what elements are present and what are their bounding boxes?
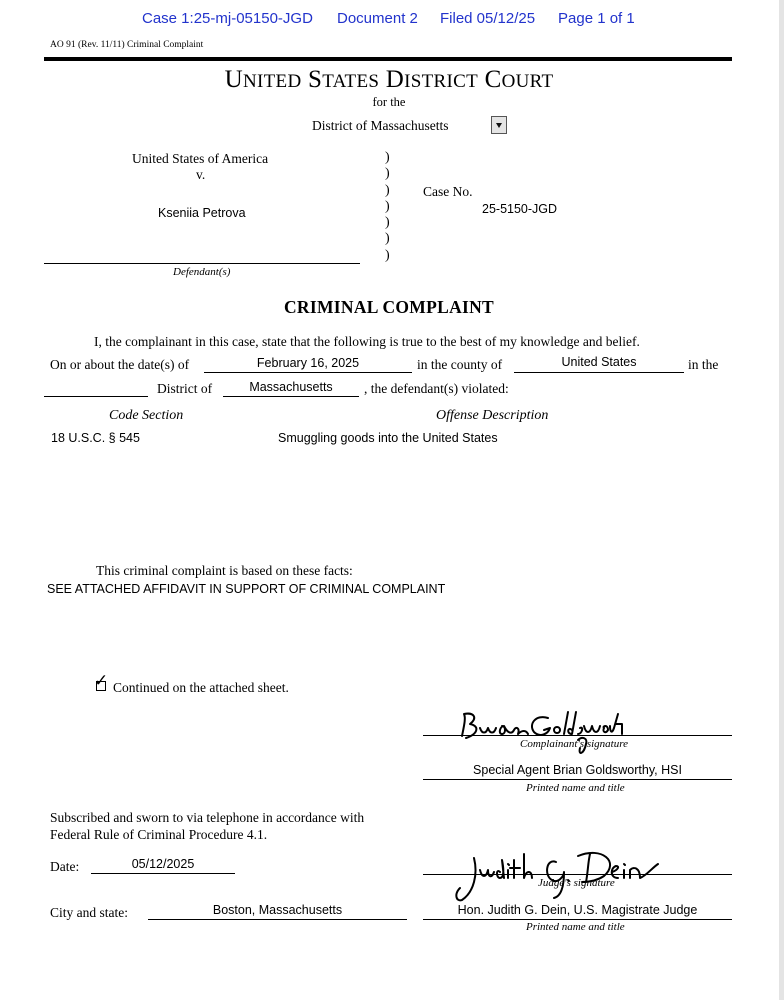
offense-description-header: Offense Description: [436, 408, 549, 423]
county-underline: [514, 372, 684, 373]
plaintiff-name: United States of America: [132, 151, 269, 166]
defendant-underline: [44, 263, 360, 264]
facts-field[interactable]: SEE ATTACHED AFFIDAVIT IN SUPPORT OF CRIMINAL COMPLAINT: [47, 582, 446, 596]
complaint-title: CRIMINAL COMPLAINT: [283, 297, 495, 317]
code-section-field[interactable]: 18 U.S.C. § 545: [51, 431, 140, 445]
complainant-name-field[interactable]: Special Agent Brian Goldsworthy, HSI: [473, 763, 682, 777]
county-field[interactable]: United States: [561, 355, 637, 369]
district-dropdown-button[interactable]: [491, 116, 507, 134]
in-county-of-label: in the county of: [417, 357, 503, 372]
case-number-stamp: Case 1:25-mj-05150-JGD: [142, 10, 313, 27]
document-number-stamp: Document 2: [337, 10, 418, 27]
top-rule: [44, 57, 732, 61]
case-no-label: Case No.: [423, 184, 473, 199]
continued-checkbox[interactable]: [96, 681, 106, 691]
versus-label: v.: [196, 167, 206, 182]
court-title: UNITED STATES DISTRICT COURT: [224, 66, 554, 93]
judge-signature-label: Judge's signature: [538, 877, 615, 889]
oath-line-2: Federal Rule of Criminal Procedure 4.1.: [50, 827, 268, 842]
complainant-signature-label: Complainant's signature: [520, 738, 628, 750]
judge-signature-line: [423, 874, 732, 875]
continued-label: Continued on the attached sheet.: [113, 680, 289, 695]
for-the-label: for the: [372, 95, 406, 109]
offense-description-field[interactable]: Smuggling goods into the United States: [278, 431, 498, 445]
complainant-signature: [456, 704, 632, 762]
judge-name-field[interactable]: Hon. Judith G. Dein, U.S. Magistrate Judge: [457, 903, 698, 917]
district-select-value[interactable]: District of Massachusetts: [312, 118, 449, 133]
page-count-stamp: Page 1 of 1: [558, 10, 635, 27]
sworn-date-field[interactable]: 05/12/2025: [131, 857, 195, 871]
defendant-label: Defendant(s): [173, 266, 231, 278]
checkmark-icon: ✓: [94, 671, 109, 690]
district-blank-underline: [44, 396, 148, 397]
page-scrollbar[interactable]: [779, 0, 784, 1000]
judge-name-label: Printed name and title: [526, 921, 625, 933]
district-field[interactable]: Massachusetts: [249, 380, 333, 394]
city-state-underline: [148, 919, 407, 920]
district-of-label: District of: [157, 381, 213, 396]
complainant-name-label: Printed name and title: [526, 782, 625, 794]
city-state-field[interactable]: Boston, Massachusetts: [212, 903, 343, 917]
complainant-signature-line: [423, 735, 732, 736]
judge-name-underline: [423, 919, 732, 920]
offense-date-field[interactable]: February 16, 2025: [256, 356, 360, 370]
date-label: Date:: [50, 859, 80, 874]
form-identifier: AO 91 (Rev. 11/11) Criminal Complaint: [50, 40, 204, 50]
defendant-name-field[interactable]: Kseniia Petrova: [158, 206, 246, 220]
complainant-name-underline: [423, 779, 732, 780]
facts-intro: This criminal complaint is based on these facts:: [96, 563, 353, 578]
district-underline: [223, 396, 359, 397]
judge-signature: [452, 840, 664, 904]
case-no-field[interactable]: 25-5150-JGD: [482, 202, 558, 216]
offense-date-underline: [204, 372, 412, 373]
code-section-header: Code Section: [109, 408, 184, 423]
oath-line-1: Subscribed and sworn to via telephone in accordance with: [50, 810, 365, 825]
in-the-label: in the: [688, 357, 719, 372]
caption-parentheses: ) ) ) ) ) ) ): [385, 150, 390, 263]
sworn-date-underline: [91, 873, 235, 874]
complaint-intro: I, the complainant in this case, state that the following is true to the best of my knowledge and belief.: [94, 334, 640, 349]
filed-date-stamp: Filed 05/12/25: [440, 10, 536, 27]
on-or-about-label: On or about the date(s) of: [50, 357, 190, 372]
defendant-violated-label: , the defendant(s) violated:: [364, 381, 509, 396]
city-state-label: City and state:: [50, 905, 128, 920]
